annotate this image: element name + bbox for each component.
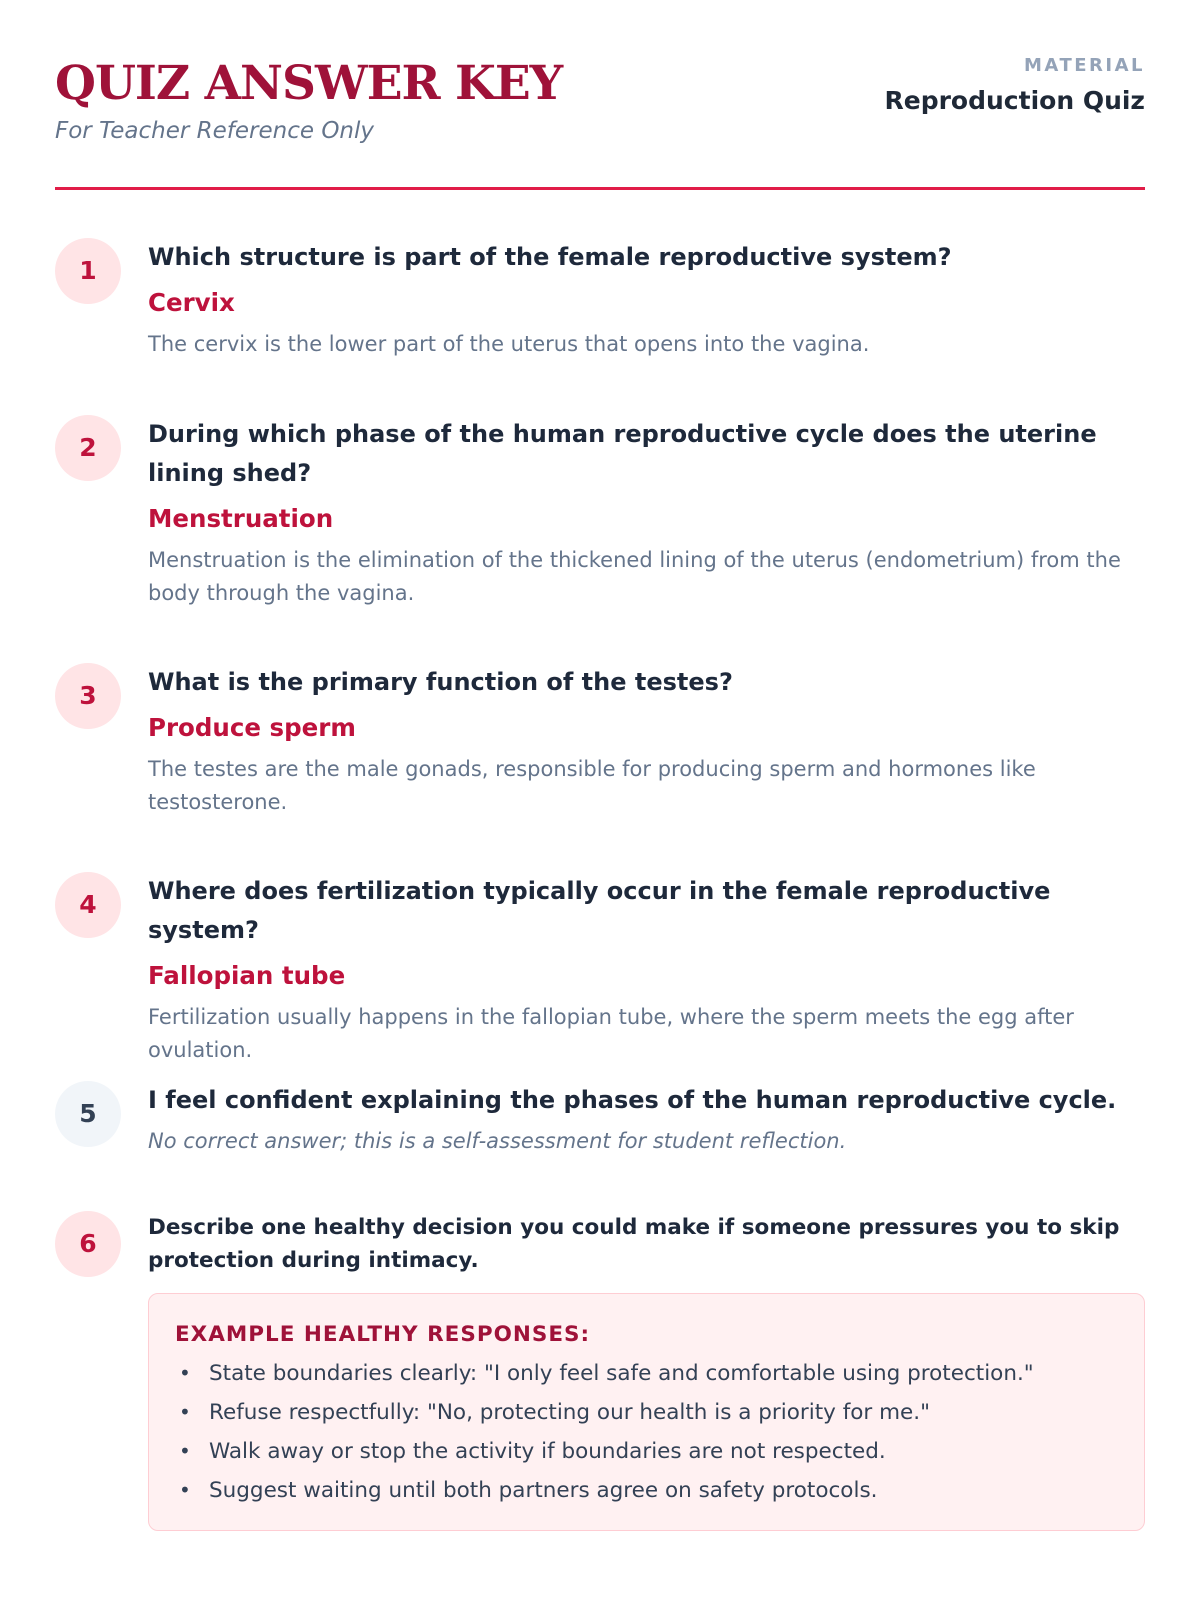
example-responses-heading: EXAMPLE HEALTHY RESPONSES:	[175, 1322, 591, 1347]
example-response-text: Walk away or stop the activity if boundaries are not respected.	[209, 1439, 886, 1464]
bullet-icon: •	[179, 1439, 191, 1463]
question-text: What is the primary function of the testes?	[148, 668, 733, 696]
list-item	[175, 1393, 1118, 1432]
list-item	[175, 1354, 1118, 1393]
question-text: Describe one healthy decision you could make if someone pressures you to skip protection during intimacy.	[148, 1215, 1120, 1273]
question-2	[55, 415, 1145, 610]
example-response-text: Suggest waiting until both partners agree on safety protocols.	[209, 1478, 878, 1503]
question-6	[55, 1211, 1145, 1531]
correct-answer: Cervix	[148, 288, 235, 317]
question-1	[55, 238, 1145, 361]
question-number-badge: 6	[55, 1211, 121, 1277]
example-response-text: Refuse respectfully: "No, protecting our health is a priority for me."	[209, 1400, 930, 1425]
question-text: I feel confident explaining the phases of the human reproductive cycle.	[148, 1086, 1117, 1114]
list-item	[175, 1432, 1118, 1471]
question-body	[148, 1211, 1145, 1531]
page-subtitle: For Teacher Reference Only	[55, 118, 375, 144]
question-body	[148, 1081, 1145, 1156]
question-text: Which structure is part of the female reproductive system?	[148, 243, 952, 271]
correct-answer: Menstruation	[148, 504, 334, 533]
answer-explanation: Fertilization usually happens in the fallopian tube, where the sperm meets the egg after ovulation.	[148, 1005, 1074, 1062]
question-number-badge: 4	[55, 872, 121, 938]
question-text: During which phase of the human reproductive cycle does the uterine lining shed?	[148, 420, 1097, 487]
correct-answer: Fallopian tube	[148, 961, 346, 990]
question-4	[55, 872, 1145, 1067]
question-number-badge: 5	[55, 1081, 121, 1147]
bullet-icon: •	[179, 1478, 191, 1502]
question-body	[148, 238, 1145, 361]
question-3	[55, 663, 1145, 819]
bullet-icon: •	[179, 1361, 191, 1385]
example-responses-list	[175, 1354, 1118, 1510]
page-title: QUIZ ANSWER KEY	[55, 56, 563, 111]
answer-explanation: Menstruation is the elimination of the thickened lining of the uterus (endometrium) from the body through the vagina.	[148, 548, 1121, 605]
material-value: Reproduction Quiz	[884, 86, 1145, 115]
question-text: Where does fertilization typically occur in the female reproductive system?	[148, 877, 1051, 944]
material-label: MATERIAL	[1024, 55, 1145, 76]
example-response-text: State boundaries clearly: "I only feel safe and comfortable using protection."	[209, 1361, 1034, 1386]
example-responses-box	[148, 1293, 1145, 1531]
question-number-badge: 2	[55, 415, 121, 481]
correct-answer: Produce sperm	[148, 713, 356, 742]
question-body	[148, 663, 1145, 819]
answer-explanation: The testes are the male gonads, responsible for producing sperm and hormones like testosterone.	[148, 757, 1036, 814]
page-header	[55, 0, 1145, 190]
question-5	[55, 1081, 1145, 1156]
question-number-badge: 3	[55, 663, 121, 729]
question-number-badge: 1	[55, 238, 121, 304]
answer-explanation: The cervix is the lower part of the uterus that opens into the vagina.	[148, 332, 870, 356]
list-item	[175, 1471, 1118, 1510]
question-body	[148, 872, 1145, 1067]
question-body	[148, 415, 1145, 610]
self-assessment-note: No correct answer; this is a self-assessment for student reflection.	[148, 1129, 847, 1153]
bullet-icon: •	[179, 1400, 191, 1424]
header-divider	[55, 187, 1145, 190]
